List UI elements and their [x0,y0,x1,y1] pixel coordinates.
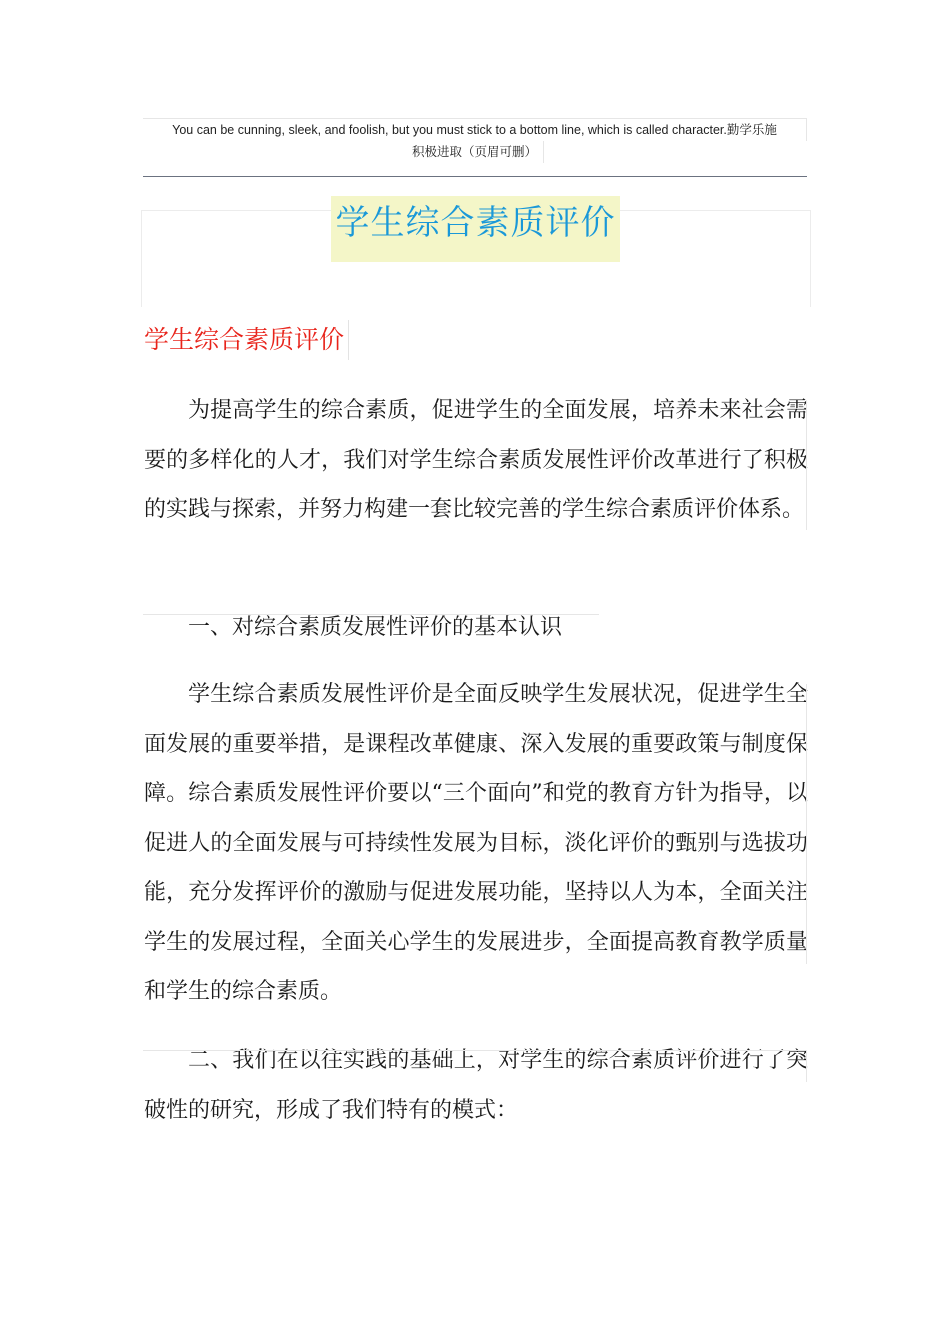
text-frame-edge [143,614,599,615]
body-paragraph-1: 学生综合素质发展性评价是全面反映学生发展状况，促进学生全面发展的重要举措，是课程改革健康、深入发展的重要政策与制度保障。综合素质发展性评价要以“三个面向”和党的教育方针为指导，以促进人的全面发展与可持续性发展为目标，淡化评价的甄别与选拔功能，充分发挥评价的激励与促进发展功能，坚持以人为本，全面关注学生的发展过程，全面关心学生的发展进步，全面提高教育教学质量和学生的综合素质。 [144,682,808,1004]
text-frame-edge [143,1050,807,1051]
intro-paragraph: 为提高学生的综合素质，促进学生的全面发展，培养未来社会需要的多样化的人才，我们对学生综合素质发展性评价改革进行了积极的实践与探索，并努力构建一套比较完善的学生综合素质评价体系。 [144,398,808,522]
section-heading-1: 一、对综合素质发展性评价的基本认识 [188,615,563,640]
header-quote: You can be cunning, sleek, and foolish, but you must stick to a bottom line, which is called character.勤学乐施 [143,118,807,141]
document-title: 学生综合素质评价 [331,196,620,262]
page-header [143,118,807,163]
header-motto: 积极进取（页眉可删） [406,141,544,163]
text-frame-edge [806,400,807,530]
text-frame-edge [806,684,807,964]
text-frame-edge [806,1050,807,1082]
section-subtitle: 学生综合素质评价 [144,320,349,360]
body-paragraph-2: 二、我们在以往实践的基础上，对学生的综合素质评价进行了突破性的研究，形成了我们特有的模式： [144,1048,808,1123]
header-divider [143,176,807,177]
